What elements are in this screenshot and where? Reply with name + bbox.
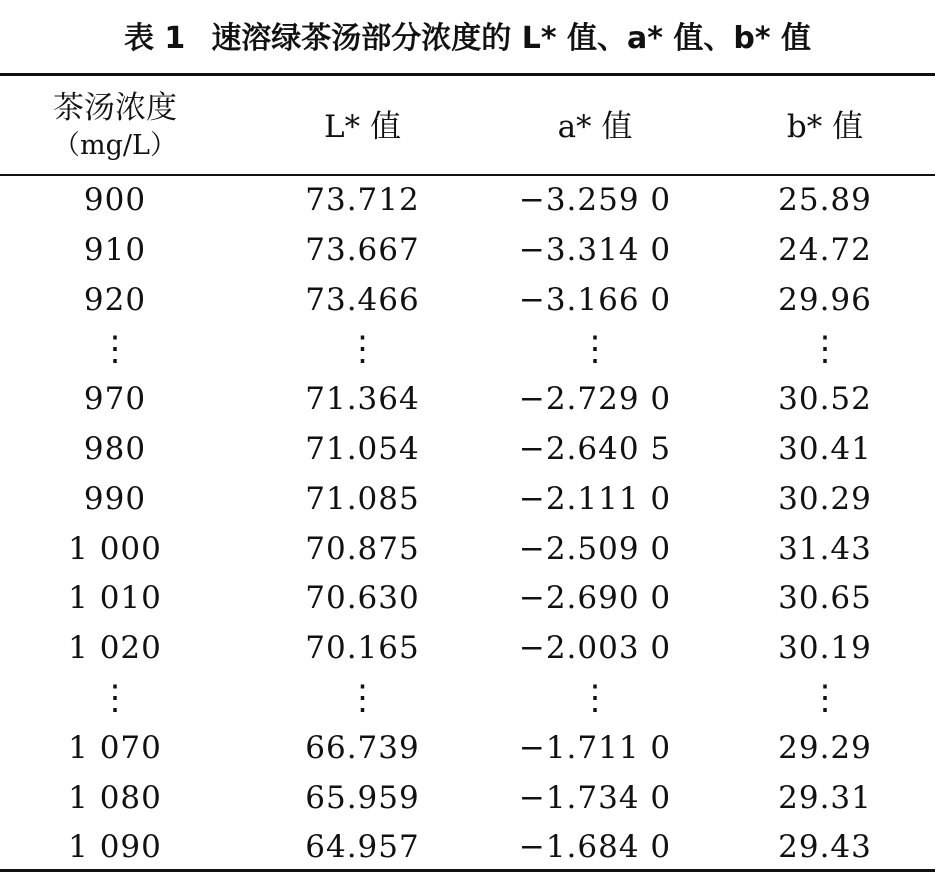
cell-l-value: 71.085 [305,480,420,517]
cell-b-value: 30.52 [778,381,872,418]
cell-a-value: −2.640 5 [518,430,672,467]
cell-l-value: 70.875 [305,530,420,567]
table-row [0,425,935,475]
cell-a-value: −1.734 0 [518,779,672,816]
cell-l-value: ⋮ [345,677,380,718]
table-body [0,176,935,873]
cell-concentration: 1 010 [68,580,162,617]
cell-l-value: 64.957 [305,829,420,866]
cell-concentration: 910 [83,231,147,268]
table-row [0,823,935,873]
table-row [0,724,935,774]
cell-a-value: −2.003 0 [518,630,672,667]
cell-l-value: 73.712 [305,182,420,218]
table-row [0,525,935,575]
cell-concentration: 1 000 [68,530,162,567]
table-header-row [0,84,935,170]
header-l-value: L* 值 [324,109,401,145]
table-row [0,574,935,624]
cell-a-value: −2.690 0 [518,580,672,617]
table-row [0,375,935,425]
cell-b-value: 30.65 [778,580,872,617]
cell-l-value: 65.959 [305,779,420,816]
table-caption-label: 表 1 [123,21,186,56]
cell-b-value: 25.89 [778,182,872,218]
cell-l-value: 71.054 [305,430,420,467]
table-row-ellipsis [0,325,935,375]
cell-a-value: −3.166 0 [518,281,672,318]
cell-concentration: 920 [83,281,147,318]
cell-l-value: 73.667 [305,231,420,268]
cell-concentration: 970 [83,381,147,418]
header-concentration-name: 茶汤浓度 [53,90,177,126]
cell-b-value: 29.31 [778,779,872,816]
cell-concentration: 900 [83,182,147,218]
cell-concentration: 1 080 [68,779,162,816]
cell-b-value: 30.41 [778,430,872,467]
cell-concentration: ⋮ [98,329,132,370]
cell-b-value: 29.43 [778,829,872,866]
table-caption-title: 速溶绿茶汤部分浓度的 L* 值、a* 值、b* 值 [211,21,811,56]
cell-l-value: 70.630 [305,580,420,617]
cell-concentration: 980 [83,430,147,467]
cell-l-value: 66.739 [305,729,420,766]
cell-a-value: ⋮ [578,329,612,370]
cell-concentration: 990 [83,480,147,517]
cell-a-value: −3.314 0 [518,231,672,268]
cell-b-value: 30.29 [778,480,872,517]
table-bottom-rule [0,869,935,872]
cell-l-value: 71.364 [305,381,420,418]
cell-a-value: −2.509 0 [518,530,672,567]
cell-b-value: 30.19 [778,630,872,667]
cell-a-value: −2.729 0 [518,381,672,418]
cell-concentration: 1 070 [68,729,162,766]
cell-l-value: 73.466 [305,281,420,318]
table-row [0,276,935,326]
header-b-value: b* 值 [786,109,864,145]
cell-concentration: ⋮ [98,677,132,718]
cell-concentration: 1 090 [68,829,162,866]
cell-b-value: ⋮ [808,677,842,718]
header-concentration [0,84,230,170]
cell-a-value: −1.711 0 [518,729,672,766]
table-row [0,226,935,276]
table-caption [0,14,935,64]
cell-l-value: 70.165 [305,630,420,667]
cell-b-value: 29.29 [778,729,872,766]
cell-l-value: ⋮ [345,329,380,370]
table-row-ellipsis [0,674,935,724]
table-row [0,475,935,525]
cell-a-value: −2.111 0 [518,480,672,517]
cell-b-value: 29.96 [778,281,872,318]
table-row [0,176,935,226]
header-a-value: a* 值 [557,109,633,145]
cell-b-value: 24.72 [778,231,872,268]
cell-b-value: 31.43 [778,530,872,567]
table-top-rule [0,73,935,76]
cell-a-value: −1.684 0 [518,829,672,866]
header-concentration-unit: （mg/L） [53,130,177,161]
table-row [0,624,935,674]
cell-b-value: ⋮ [808,329,842,370]
cell-a-value: ⋮ [578,677,612,718]
table-row [0,774,935,824]
cell-a-value: −3.259 0 [518,182,672,218]
cell-concentration: 1 020 [68,630,162,667]
